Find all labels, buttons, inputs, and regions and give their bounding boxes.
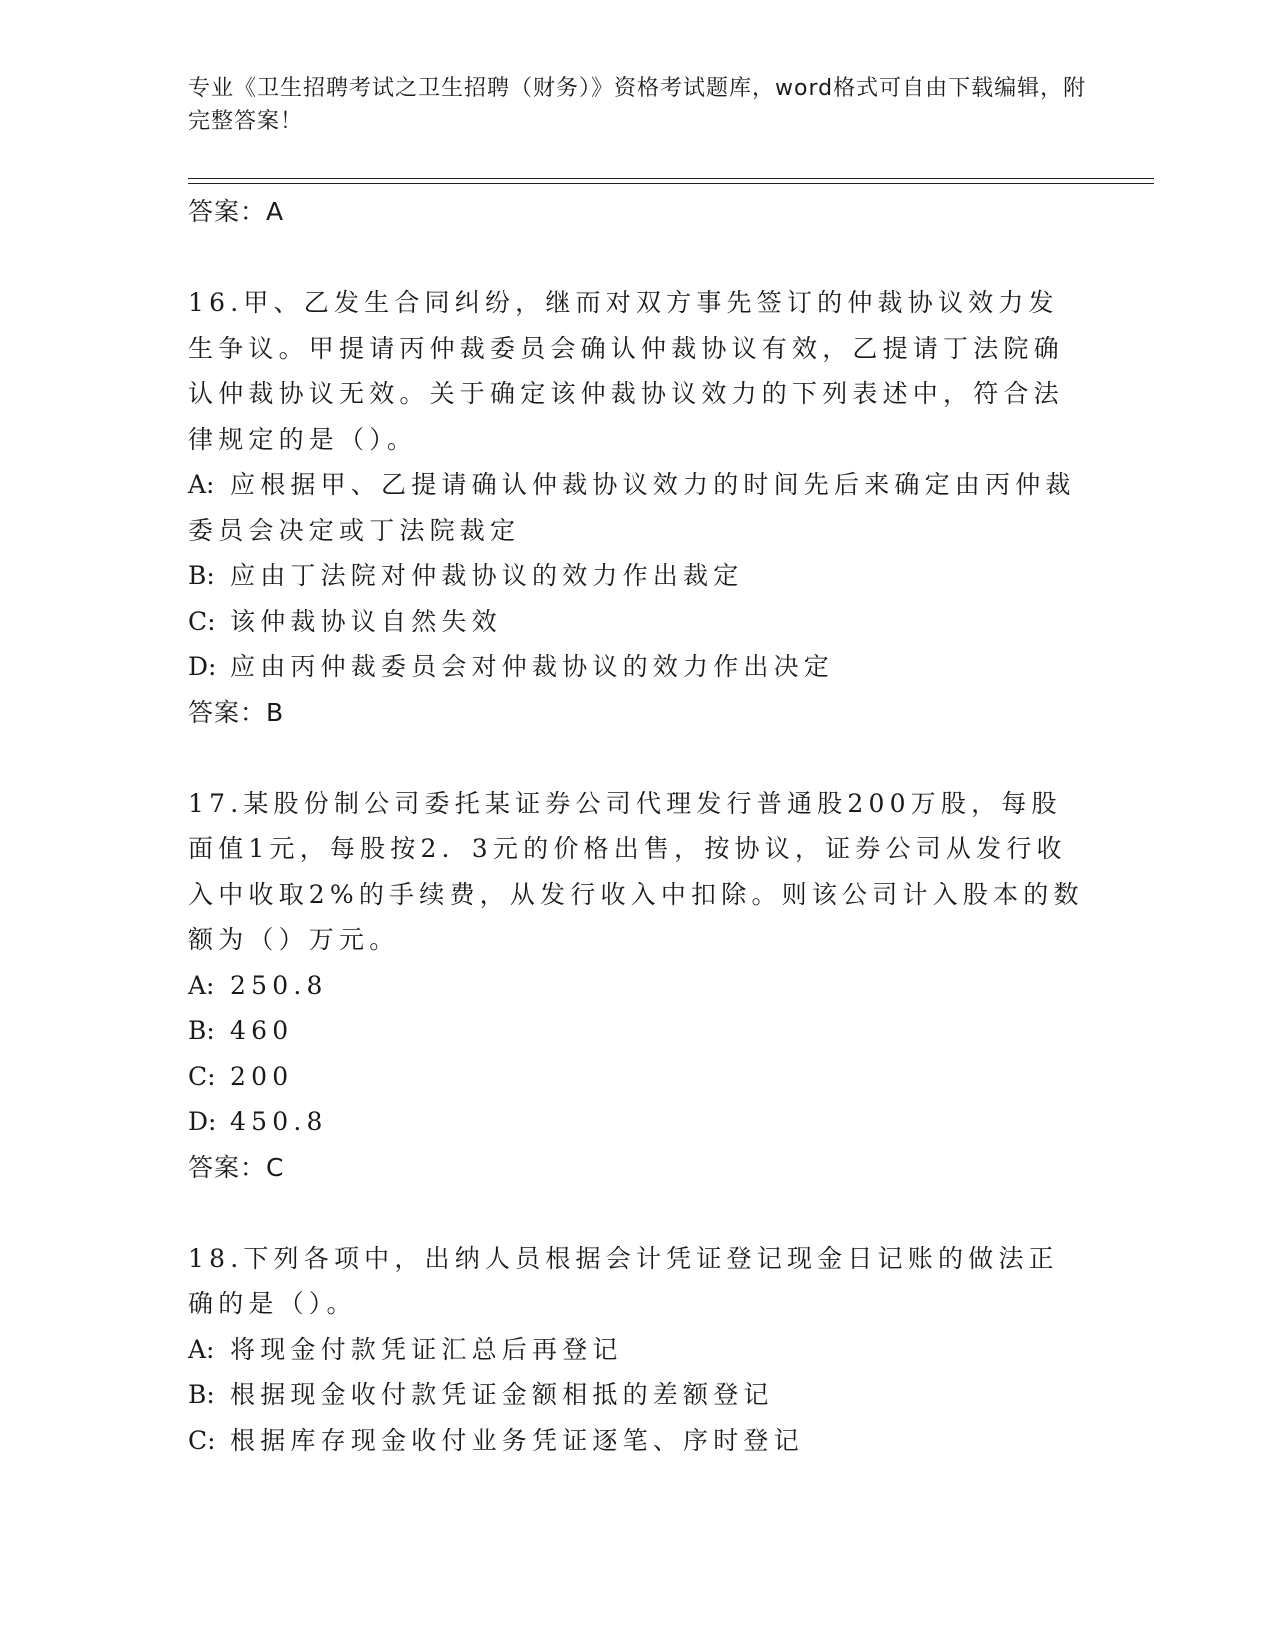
option-text: 200 — [230, 1061, 294, 1091]
question-stem: 16.甲、乙发生合同纠纷，继而对双方事先签订的仲裁协议效力发生争议。甲提请丙仲裁委员会确认仲裁协议有效，乙提请丁法院确认仲裁协议无效。关于确定该仲裁协议效力的下列表述中，符合法律规定的是（）。 — [188, 288, 1064, 454]
option-d — [188, 644, 1088, 690]
header-divider-top — [188, 178, 1154, 179]
question-16 — [188, 280, 1088, 735]
question-18 — [188, 1236, 1088, 1464]
option-c — [188, 1418, 1088, 1464]
answer-line: 答案：C — [188, 1152, 285, 1182]
option-key: D: — [188, 1107, 217, 1136]
option-d — [188, 1099, 1088, 1145]
option-key: C: — [188, 606, 216, 636]
option-b — [188, 1008, 1088, 1054]
option-b — [188, 553, 1088, 599]
option-key: C: — [188, 1425, 216, 1455]
option-key: A: — [188, 470, 215, 499]
option-text: 250.8 — [230, 970, 328, 1000]
spacer — [188, 735, 1088, 781]
option-a — [188, 963, 1088, 1009]
option-key: A: — [188, 970, 215, 1000]
option-text: 根据库存现金收付业务凭证逐笔、序时登记 — [230, 1425, 804, 1455]
option-text: 应由丙仲裁委员会对仲裁协议的效力作出决定 — [230, 652, 835, 681]
option-a — [188, 462, 1088, 553]
option-text: 450.8 — [230, 1107, 328, 1136]
option-text: 该仲裁协议自然失效 — [230, 606, 502, 636]
option-b — [188, 1372, 1088, 1418]
document-header: 专业《卫生招聘考试之卫生招聘（财务）》资格考试题库，word格式可自由下载编辑，附完整答案！ — [188, 76, 1087, 134]
answer-line: 答案：B — [188, 697, 285, 727]
option-text: 应根据甲、乙提请确认仲裁协议效力的时间先后来确定由丙仲裁委员会决定或丁法院裁定 — [188, 470, 1076, 545]
option-text: 应由丁法院对仲裁协议的效力作出裁定 — [230, 561, 744, 590]
question-list — [188, 189, 1088, 1463]
option-c — [188, 1054, 1088, 1100]
question-stem: 18.下列各项中，出纳人员根据会计凭证登记现金日记账的做法正确的是（）。 — [188, 1243, 1059, 1318]
option-key: C: — [188, 1061, 216, 1091]
option-key: B: — [188, 561, 215, 590]
spacer — [188, 234, 1088, 280]
header-divider-bottom — [188, 183, 1154, 184]
option-text: 460 — [230, 1016, 294, 1045]
option-key: B: — [188, 1016, 215, 1045]
option-text: 根据现金收付款凭证金额相抵的差额登记 — [230, 1380, 774, 1409]
spacer — [188, 1190, 1088, 1236]
option-a — [188, 1327, 1088, 1373]
option-c — [188, 599, 1088, 645]
option-key: B: — [188, 1380, 215, 1409]
option-key: A: — [188, 1334, 215, 1364]
option-key: D: — [188, 652, 217, 681]
question-stem: 17.某股份制公司委托某证券公司代理发行普通股200万股，每股面值1元，每股按2．3元的价格出售，按协议，证券公司从发行收入中收取2%的手续费，从发行收入中扣除。则该公司计入股本的数额为（）万元。 — [188, 788, 1084, 954]
option-text: 将现金付款凭证汇总后再登记 — [230, 1334, 623, 1364]
question-17 — [188, 781, 1088, 1190]
answer-line-15: 答案：A — [188, 197, 285, 226]
